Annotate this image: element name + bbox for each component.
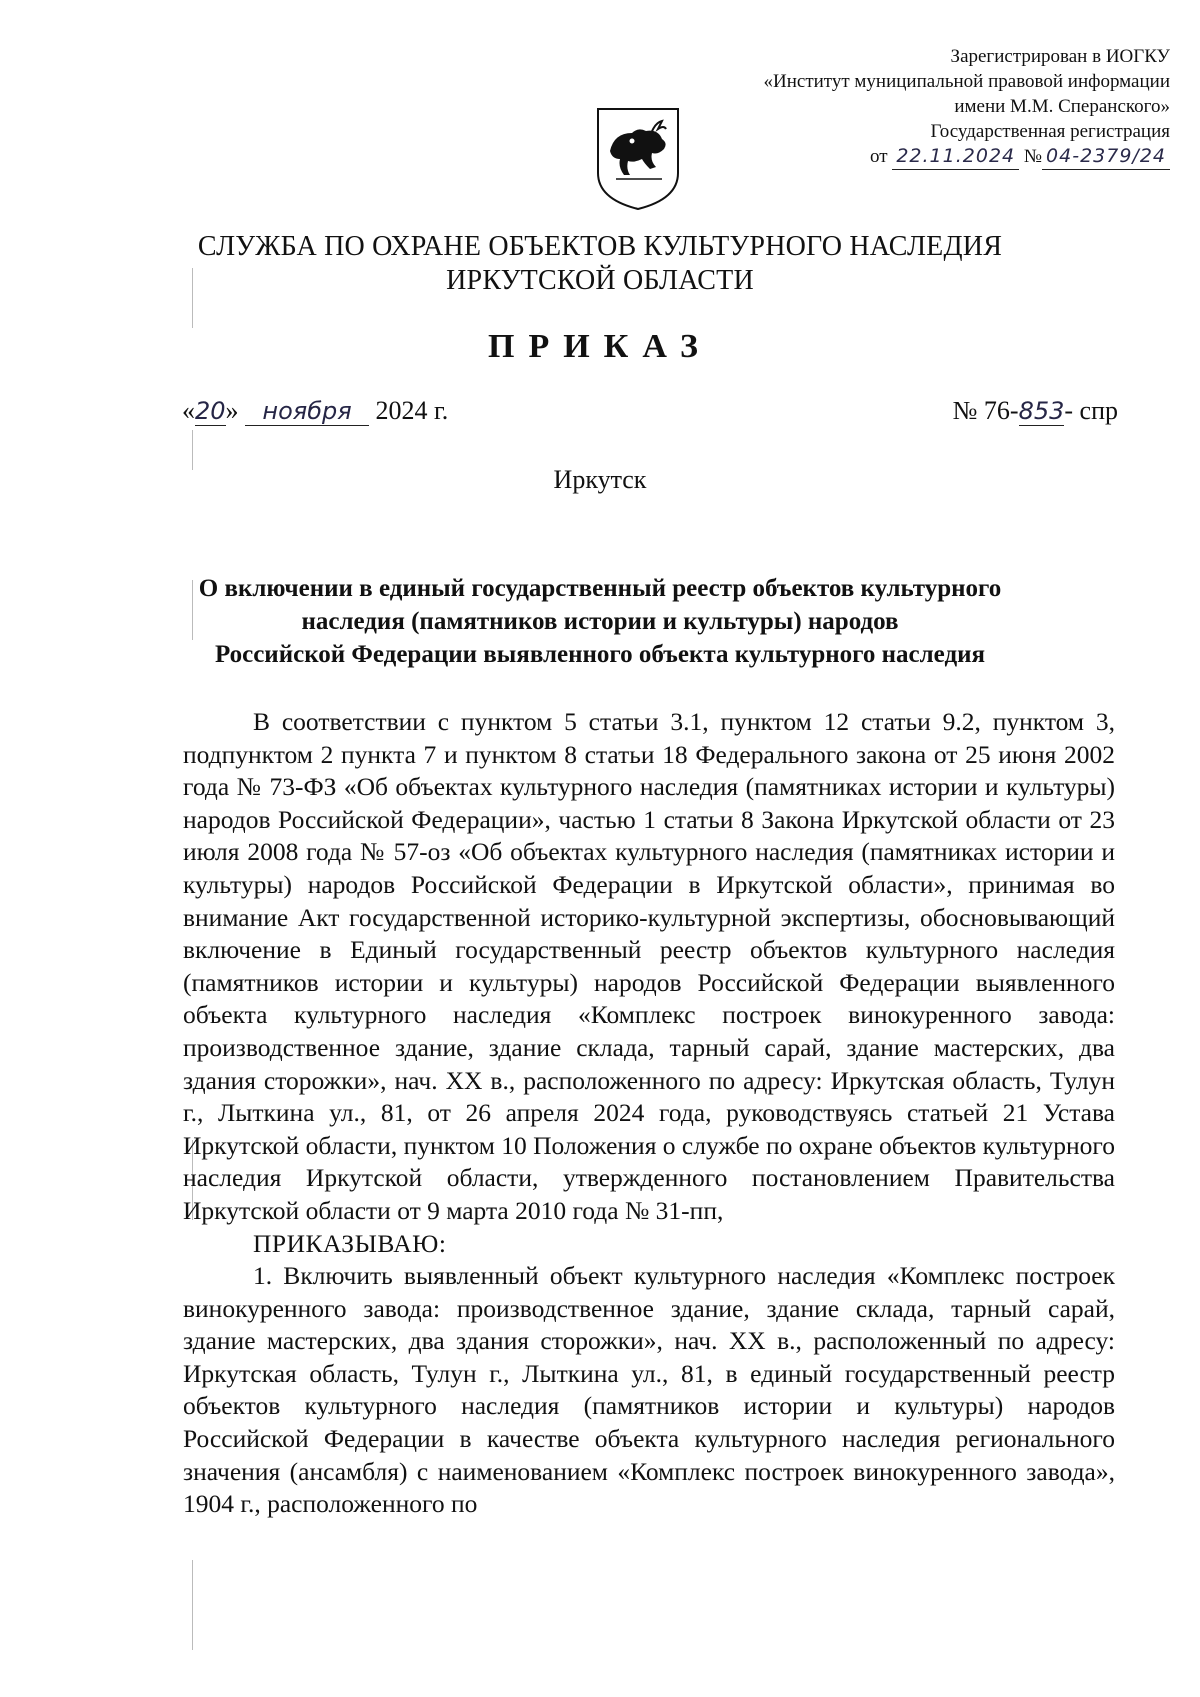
- date-close-quote: »: [225, 396, 239, 425]
- irkutsk-coat-of-arms-icon: [592, 103, 684, 213]
- order-body: [183, 706, 1115, 1521]
- agency-name: [100, 230, 1100, 298]
- city: Иркутск: [553, 465, 647, 494]
- registration-date: 22.11.2024: [892, 144, 1019, 170]
- scan-mark: [192, 430, 193, 470]
- order-date: [182, 396, 448, 426]
- document-type-title: ПРИКАЗ: [488, 328, 712, 365]
- order-subject: [150, 572, 1050, 671]
- scan-mark: [192, 1560, 193, 1650]
- subject-line: наследия (памятников истории и культуры) народов: [301, 608, 899, 635]
- order-number: [953, 396, 1118, 426]
- agency-name-line: ИРКУТСКОЙ ОБЛАСТИ: [446, 265, 754, 296]
- order-number-prefix: № 76-: [952, 396, 1019, 425]
- registration-number: 04-2379/24: [1042, 144, 1170, 170]
- registration-number-label: №: [1023, 146, 1043, 167]
- subject-line: Российской Федерации выявленного объекта культурного наследия: [214, 641, 986, 668]
- preamble-paragraph: В соответствии с пунктом 5 статьи 3.1, пунктом 12 статьи 9.2, пунктом 3, подпунктом 2 пункта 7 и пунктом 8 статьи 18 Федерального закона от 25 июня 2002 года № 73-ФЗ «Об объектах культурного наследия (памятниках истории и культуры) народов Российской Федерации», частью 1 статьи 8 Закона Иркутской области от 23 июля 2008 года № 57-оз «Об объектах культурного наследия (памятниках истории и культуры) народов Российской Федерации в Иркутской области», принимая во внимание Акт государственной историко-культурной экспертизы, обосновывающий включение в Единый государственный реестр объектов культурного наследия (памятников истории и культуры) народов Российской Федерации выявленного объекта культурного наследия «Комплекс построек винокуренного завода: производственное здание, здание склада, тарный сарай, здание мастерских, два здания сторожки», нач. XX в., расположенного по адресу: Иркутская область, Тулун г., Лыткина ул., 81, от 26 апреля 2024 года, руководствуясь статьей 21 Устава Иркутской области, пунктом 10 Положения о службе по охране объектов культурного наследия Иркутской области, утвержденного постановлением Правительства Иркутской области от 9 марта 2010 года № 31-пп,: [183, 707, 1115, 1225]
- decree-word: ПРИКАЗЫВАЮ:: [253, 1228, 447, 1258]
- registration-line: имени М.М. Сперанского»: [954, 96, 1170, 117]
- date-open-quote: «: [182, 396, 195, 425]
- date-day: 20: [195, 397, 226, 425]
- order-number-suffix: - спр: [1064, 396, 1118, 425]
- registration-line: Государственная регистрация: [930, 121, 1170, 142]
- registration-line: «Институт муниципальной правовой информации: [763, 71, 1170, 92]
- subject-line: О включении в единый государственный реестр объектов культурного: [198, 575, 1002, 602]
- registration-line: Зарегистрирован в ИОГКУ: [950, 46, 1170, 67]
- agency-name-line: СЛУЖБА ПО ОХРАНЕ ОБЪЕКТОВ КУЛЬТУРНОГО НАСЛЕДИЯ: [197, 231, 1003, 262]
- item-paragraph: 1. Включить выявленный объект культурного наследия «Комплекс построек винокуренного завода: производственное здание, здание склада, тарный сарай, здание мастерских, два здания сторожки», нач. XX в., расположенный по адресу: Иркутская область, Тулун г., Лыткина ул., 81, в единый государственный реестр объектов культурного наследия (памятников истории и культуры) народов Российской Федерации в качестве объекта культурного наследия регионального значения (ансамбля) с наименованием «Комплекс построек винокуренного завода», 1904 г., расположенного по: [183, 1261, 1115, 1519]
- order-number-handwritten: 853: [1018, 397, 1065, 425]
- date-month: ноября: [245, 397, 369, 426]
- date-year: 2024 г.: [375, 396, 449, 425]
- registration-from-label: от: [870, 146, 888, 167]
- registration-stamp: [690, 44, 1170, 170]
- registration-number-line: [690, 144, 1170, 170]
